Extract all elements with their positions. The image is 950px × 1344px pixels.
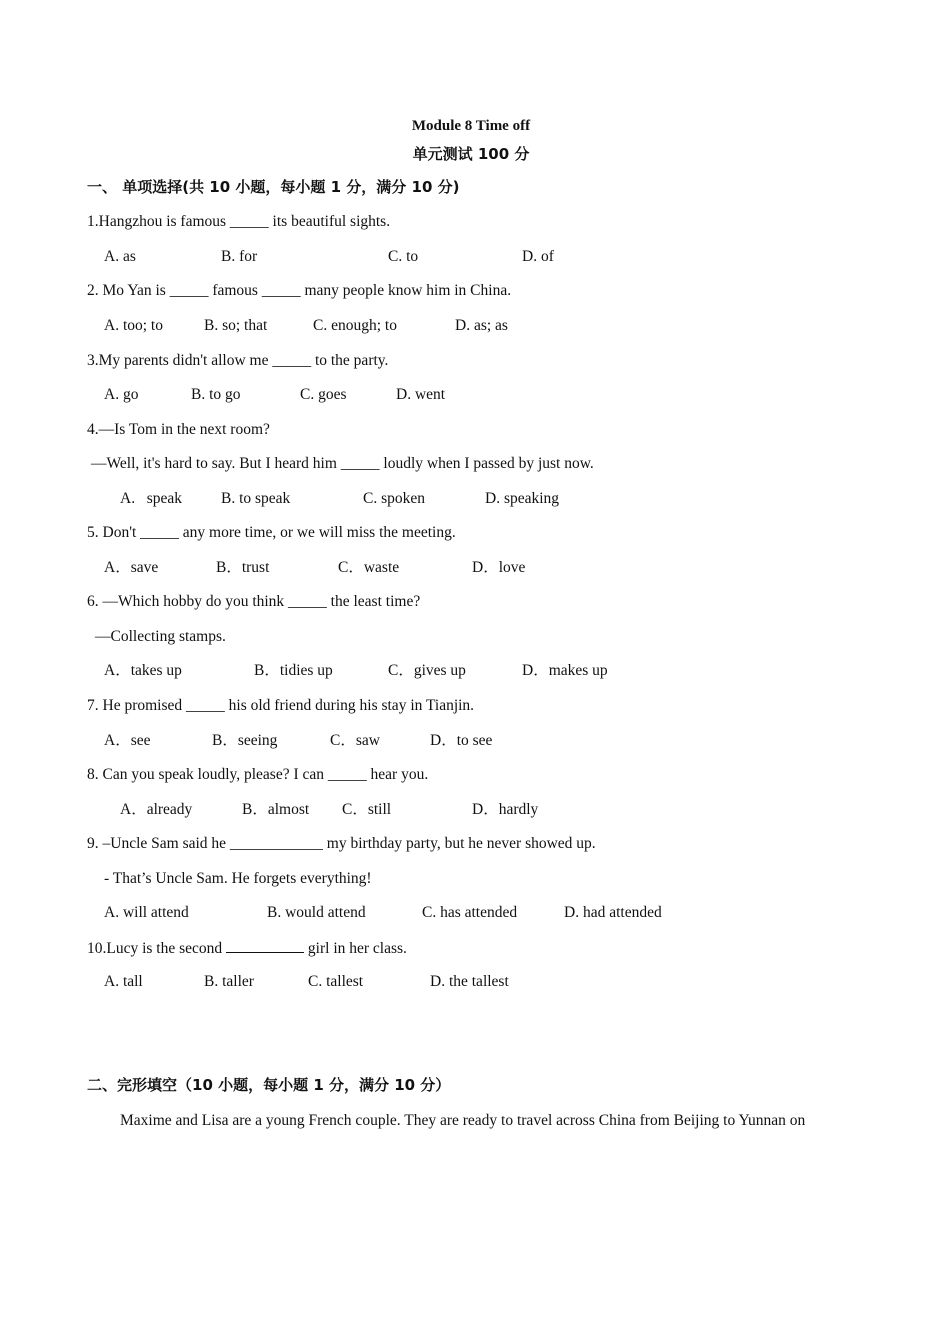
option-b: B．almost — [242, 801, 310, 818]
question-stem: 1.Hangzhou is famous _____ its beautiful sights. — [87, 213, 391, 230]
option-a: A．takes up — [104, 662, 182, 679]
option-a: A. as — [104, 248, 136, 265]
option-c: C．waste — [338, 559, 400, 576]
question-stem: 9. –Uncle Sam said he ____________ my birthday party, but he never showed up. — [87, 835, 596, 852]
option-d: D. went — [396, 386, 446, 403]
option-b: B．trust — [216, 559, 270, 576]
option-c: C．saw — [330, 732, 380, 749]
option-a: A. tall — [104, 973, 143, 990]
option-d: D. had attended — [564, 904, 662, 921]
option-d: D. speaking — [485, 490, 560, 507]
option-a: A．save — [104, 559, 159, 576]
option-a: A．see — [104, 732, 151, 749]
option-d: D．makes up — [522, 662, 608, 679]
option-a: A. too; to — [104, 317, 163, 334]
question-stem — [87, 938, 407, 959]
cloze-passage: Maxime and Lisa are a young French couple. They are ready to travel across China from Beijing to Yunnan on — [120, 1112, 806, 1129]
option-b: B. taller — [204, 973, 254, 990]
option-c: C．gives up — [388, 662, 466, 679]
option-d: D．to see — [430, 732, 493, 749]
question-stem-reply: —Well, it's hard to say. But I heard him _____ loudly when I passed by just now. — [91, 455, 594, 472]
option-c: C. to — [388, 248, 419, 265]
option-a: A. will attend — [104, 904, 189, 921]
option-c: C. goes — [300, 386, 347, 403]
option-c: C. has attended — [422, 904, 518, 921]
option-b: B. for — [221, 248, 258, 265]
option-b: B. to go — [191, 386, 241, 403]
answer-blank — [226, 938, 304, 953]
page-title: Module 8 Time off — [411, 118, 531, 134]
page-subtitle: 单元测试 100 分 — [412, 145, 530, 163]
option-b: B．seeing — [212, 732, 278, 749]
option-c: C. enough; to — [313, 317, 397, 334]
question-stem: 7. He promised _____ his old friend during his stay in Tianjin. — [87, 697, 475, 714]
option-d: D．love — [472, 559, 526, 576]
section-heading-multiple-choice: 一、 单项选择(共 10 小题，每小题 1 分，满分 10 分) — [87, 178, 460, 196]
option-d: D．hardly — [472, 801, 539, 818]
question-stem: 5. Don't _____ any more time, or we will miss the meeting. — [87, 524, 456, 541]
option-a: A. speak — [120, 490, 182, 507]
question-stem: 3.My parents didn't allow me _____ to the party. — [87, 352, 389, 369]
option-c: C. tallest — [308, 973, 364, 990]
option-b: B. would attend — [267, 904, 366, 921]
question-stem: 8. Can you speak loudly, please? I can _____ hear you. — [87, 766, 429, 783]
option-c: C. spoken — [363, 490, 425, 507]
question-stem: 2. Mo Yan is _____ famous _____ many people know him in China. — [87, 282, 512, 299]
section-heading-cloze: 二、完形填空（10 小题，每小题 1 分，满分 10 分） — [87, 1076, 451, 1094]
question-stem-reply: —Collecting stamps. — [95, 628, 226, 645]
option-b: B. to speak — [221, 490, 291, 507]
option-a: A. go — [104, 386, 139, 403]
option-a: A．already — [120, 801, 193, 818]
option-d: D. as; as — [455, 317, 508, 334]
option-d: D. the tallest — [430, 973, 509, 990]
option-d: D. of — [522, 248, 554, 265]
option-b: B. so; that — [204, 317, 268, 334]
question-stem-end: girl in her class. — [307, 940, 407, 957]
option-c: C．still — [342, 801, 392, 818]
question-stem-reply: - That’s Uncle Sam. He forgets everything! — [104, 870, 372, 887]
question-stem: 6. —Which hobby do you think _____ the least time? — [87, 593, 421, 610]
question-stem-start: 10.Lucy is the second — [87, 940, 223, 957]
option-b: B．tidies up — [254, 662, 333, 679]
question-stem: 4.—Is Tom in the next room? — [87, 421, 270, 438]
